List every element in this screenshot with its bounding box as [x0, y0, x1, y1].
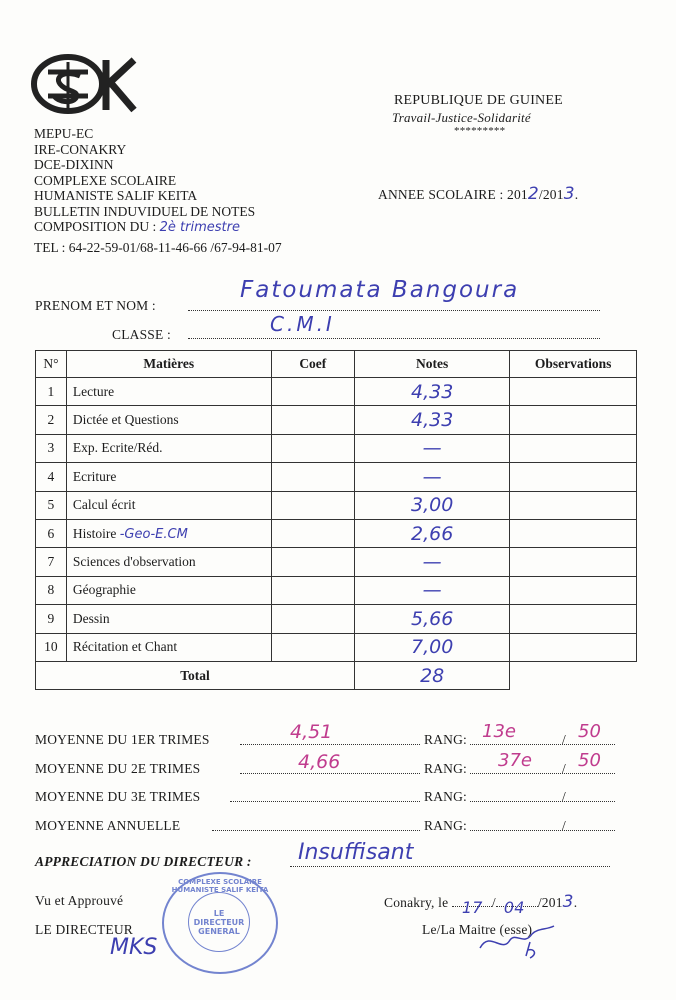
appreciation-label: APPRECIATION DU DIRECTEUR :	[35, 854, 252, 869]
avg-t1-label: MOYENNE DU 1ER TRIMES	[35, 732, 210, 747]
table-row: 7 Sciences d'observation —	[36, 548, 637, 576]
header-line: DCE-DIXINN	[34, 157, 114, 172]
avg-t3-label: MOYENNE DU 3E TRIMES	[35, 789, 201, 804]
approved-label: Vu et Approuvé	[35, 893, 124, 908]
date-day: 17	[461, 898, 483, 917]
slash: /	[562, 732, 566, 747]
school-stamp	[162, 872, 278, 974]
table-header-row	[36, 351, 637, 378]
avg-t1-value: 4,51	[290, 721, 333, 743]
slash: /	[562, 761, 566, 776]
stamp-ring-text: COMPLEXE SCOLAIRE HUMANISTE SALIF KEITA	[171, 878, 269, 894]
avg-dots	[230, 785, 420, 802]
rank-t2-total: 50	[578, 750, 601, 771]
rank-t2: 37e	[498, 750, 532, 771]
appreciation-value: Insuffisant	[298, 840, 414, 865]
avg-t2-label: MOYENNE DU 2E TRIMES	[35, 761, 201, 776]
note-value: 4,33	[411, 380, 454, 403]
director-signature: MKS	[110, 935, 158, 960]
note-value: 5,66	[411, 607, 454, 630]
col-header: Observations	[510, 351, 637, 378]
republic-title: REPUBLIQUE DE GUINEE	[394, 93, 563, 108]
rank-t1-total: 50	[578, 721, 601, 742]
class-value: C.M.I	[270, 312, 335, 336]
rank-dots	[470, 785, 615, 802]
note-value: 3,00	[411, 494, 454, 517]
table-row: 4 Ecriture —	[36, 463, 637, 491]
table-row: 10 Récitation et Chant 7,00	[36, 633, 637, 661]
header-line: MEPU-EC	[34, 126, 94, 141]
motto: Travail-Justice-Solidarité	[392, 110, 531, 125]
table-row: 9 Dessin 5,66	[36, 605, 637, 633]
note-value: —	[422, 551, 442, 574]
student-name: Fatoumata Bangoura	[240, 277, 520, 303]
rank-label: RANG:	[424, 818, 468, 833]
rank-dots	[470, 814, 615, 831]
col-header: Notes	[354, 351, 509, 378]
slash: /	[562, 789, 566, 804]
stamp-center: LE DIRECTEUR GENERAL	[188, 892, 250, 952]
total-value: 28	[420, 664, 445, 687]
table-row: 6 Histoire -Geo-E.CM 2,66	[36, 519, 637, 547]
class-dots	[188, 322, 600, 339]
avg-dots	[212, 814, 420, 831]
school-logo	[30, 52, 138, 116]
header-line: BULLETIN INDUVIDUEL DE NOTES	[34, 203, 256, 219]
composition-line	[34, 219, 282, 236]
avg-annual-label: MOYENNE ANNUELLE	[35, 818, 181, 833]
note-value: 2,66	[411, 522, 454, 545]
total-row	[36, 661, 637, 689]
rank-label: RANG:	[424, 761, 468, 776]
rank-label: RANG:	[424, 732, 468, 747]
total-label: Total	[36, 661, 355, 689]
table-row: 3 Exp. Ecrite/Réd. —	[36, 434, 637, 462]
slash: /	[562, 818, 566, 833]
table-row: 1 Lecture 4,33	[36, 378, 637, 406]
note-value: —	[422, 437, 442, 460]
table-row: 5 Calcul écrit 3,00	[36, 491, 637, 519]
note-value: —	[422, 465, 442, 488]
note-value: 4,33	[411, 409, 454, 432]
rank-label: RANG:	[424, 789, 468, 804]
subject-handwritten: -Geo-E.CM	[119, 526, 188, 542]
name-label: PRENOM ET NOM :	[35, 298, 156, 313]
director-label: LE DIRECTEUR	[35, 922, 134, 937]
composition-value: 2è trimestre	[159, 220, 240, 235]
header-line: IRE-CONAKRY	[34, 141, 127, 157]
rank-t1: 13e	[482, 721, 516, 742]
col-header: Coef	[271, 351, 354, 378]
col-header: N°	[36, 351, 67, 378]
school-year-hand: 2	[527, 184, 539, 204]
tel-line: TEL : 64-22-59-01/68-11-46-66 /67-94-81-07	[34, 239, 282, 255]
header-line: COMPLEXE SCOLAIRE	[34, 172, 177, 188]
stars: *********	[454, 125, 506, 137]
avg-t2-value: 4,66	[298, 751, 341, 773]
class-label: CLASSE :	[112, 327, 171, 342]
col-header: Matières	[66, 351, 271, 378]
date-line: Conakry, le 17 / 04 /2013.	[384, 892, 578, 917]
note-value: —	[422, 579, 442, 602]
header-line: HUMANISTE SALIF KEITA	[34, 188, 198, 203]
table-row: 2 Dictée et Questions 4,33	[36, 406, 637, 434]
composition-label: COMPOSITION DU :	[34, 219, 157, 234]
note-value: 7,00	[411, 636, 454, 659]
teacher-signature	[470, 920, 560, 970]
teacher-label: Le/La Maitre (esse)	[422, 922, 533, 937]
date-month: 04	[503, 898, 525, 917]
school-year: ANNEE SCOLAIRE : 2012/2013.	[378, 184, 579, 204]
grades-table	[35, 350, 637, 690]
header-left	[34, 126, 282, 255]
table-row: 8 Géographie —	[36, 576, 637, 604]
